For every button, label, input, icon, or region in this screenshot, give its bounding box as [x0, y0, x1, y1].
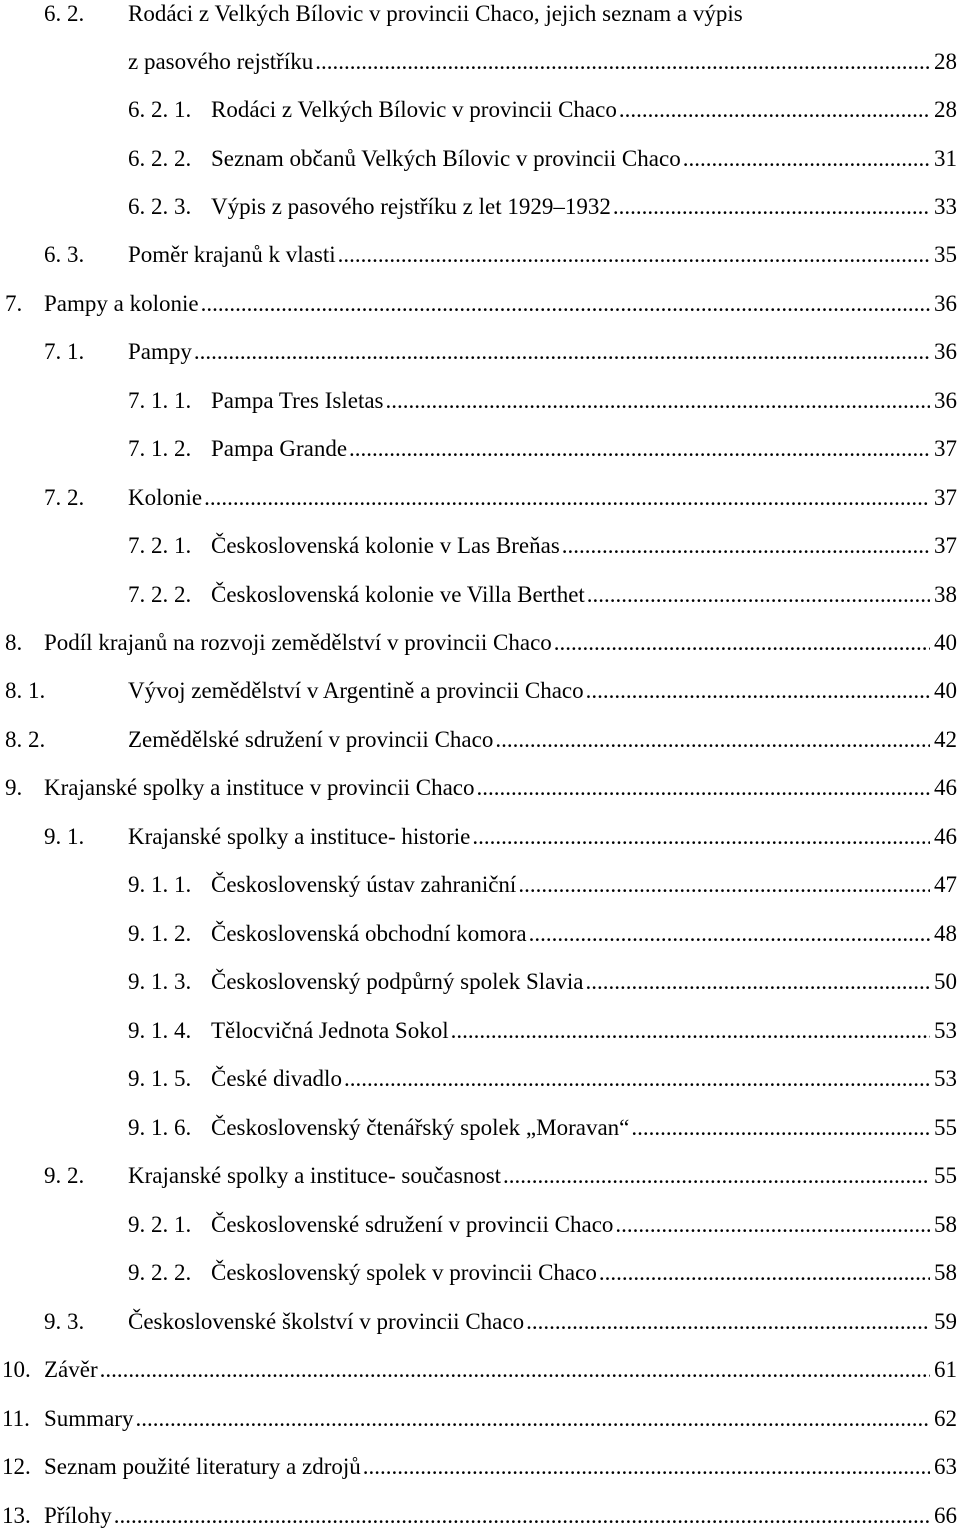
toc-entry-page: 37 [934, 533, 957, 558]
toc-entry-page: 38 [934, 582, 957, 607]
toc-entry[interactable] [0, 578, 957, 612]
toc-entry[interactable] [0, 868, 957, 902]
leader-dots [194, 335, 930, 369]
toc-entry-title: Československé sdružení v provincii Chaco [211, 1212, 614, 1237]
toc-entry-title: Výpis z pasového rejstříku z let 1929–1932 [211, 194, 611, 219]
toc-entry-title: Podíl krajanů na rozvoji zemědělství v provincii Chaco [44, 630, 552, 655]
toc-entry-page: 46 [934, 824, 957, 849]
toc-entry-page: 50 [934, 969, 957, 994]
toc-entry-page: 37 [934, 436, 957, 461]
toc-entry[interactable] [0, 674, 957, 708]
toc-entry[interactable] [0, 93, 957, 127]
leader-dots [526, 1305, 930, 1339]
leader-dots [529, 917, 930, 951]
toc-entry[interactable] [0, 190, 957, 224]
toc-entry-page: 36 [934, 388, 957, 413]
toc-entry[interactable] [0, 1111, 957, 1145]
toc-entry-title: Československý čtenářský spolek „Moravan“ [211, 1115, 630, 1140]
leader-dots [503, 1159, 930, 1193]
toc-entry-title: Seznam použité literatury a zdrojů [44, 1454, 361, 1479]
toc-entry-title: Krajanské spolky a instituce v provincii Chaco [44, 775, 475, 800]
leader-dots [100, 1353, 930, 1387]
toc-entry-page: 55 [934, 1163, 957, 1188]
leader-dots [586, 674, 930, 708]
toc-entry-number: 9. 1. 1. [128, 872, 192, 897]
toc-entry-number: 9. 1. 6. [128, 1115, 192, 1140]
toc-entry-number: 6. 2. [44, 1, 85, 26]
toc-entry-number: 7. 1. 2. [128, 436, 192, 461]
toc-entry-number: 9. [5, 775, 23, 800]
leader-dots [472, 820, 930, 854]
toc-entry-title: Summary [44, 1406, 134, 1431]
leader-dots [613, 190, 930, 224]
toc-entry-title: Československá obchodní komora [211, 921, 527, 946]
toc-entry-number: 8. 1. [5, 678, 46, 703]
toc-entry[interactable] [0, 1450, 957, 1484]
leader-dots [585, 965, 930, 999]
toc-entry-number: 7. [5, 291, 23, 316]
toc-entry[interactable] [0, 1208, 957, 1242]
toc-entry-page: 47 [934, 872, 957, 897]
toc-entry[interactable] [0, 1014, 957, 1048]
toc-entry-title: Československé školství v provincii Chaco [128, 1309, 525, 1334]
leader-dots [363, 1450, 930, 1484]
toc-entry-page: 42 [934, 727, 957, 752]
leader-dots [518, 868, 930, 902]
toc-entry[interactable] [0, 481, 957, 515]
leader-dots [619, 93, 930, 127]
toc-entry-page: 62 [934, 1406, 957, 1431]
toc-entry-number: 6. 2. 3. [128, 194, 192, 219]
toc-entry-title: Seznam občanů Velkých Bílovic v provincii Chaco [211, 146, 681, 171]
toc-entry-number: 9. 2. 1. [128, 1212, 192, 1237]
toc-entry-page: 66 [934, 1503, 957, 1528]
toc-entry[interactable] [0, 1256, 957, 1290]
leader-dots [554, 626, 930, 660]
toc-entry-number: 6. 3. [44, 242, 85, 267]
toc-entry[interactable] [0, 917, 957, 951]
toc-entry-number: 12. [2, 1454, 31, 1479]
toc-entry[interactable] [0, 965, 957, 999]
toc-entry[interactable] [0, 626, 957, 660]
toc-entry[interactable] [0, 1499, 957, 1533]
toc-entry-title: Vývoj zemědělství v Argentině a provincii Chaco [128, 678, 584, 703]
toc-entry-title: Československá kolonie v Las Breňas [211, 533, 560, 558]
toc-entry-page: 36 [934, 291, 957, 316]
toc-entry-page: 28 [934, 49, 957, 74]
toc-entry-title: Československý spolek v provincii Chaco [211, 1260, 597, 1285]
toc-entry[interactable] [0, 432, 957, 466]
toc-entry-number: 7. 2. 1. [128, 533, 192, 558]
toc-entry-title: Československá kolonie ve Villa Berthet [211, 582, 585, 607]
toc-entry-page: 35 [934, 242, 957, 267]
toc-entry-number: 6. 2. 1. [128, 97, 192, 122]
leader-dots [204, 481, 930, 515]
toc-entry[interactable] [0, 1062, 957, 1096]
toc-entry-title: Pampa Tres Isletas [211, 388, 384, 413]
toc-entry-number: 7. 1. 1. [128, 388, 192, 413]
toc-entry-title: Pampa Grande [211, 436, 348, 461]
toc-entry-page: 46 [934, 775, 957, 800]
toc-entry-title: České divadlo [211, 1066, 342, 1091]
toc-entry-page: 40 [934, 678, 957, 703]
leader-dots [477, 771, 930, 805]
toc-entry-continuation[interactable] [0, 45, 957, 79]
toc-entry-page: 61 [934, 1357, 957, 1382]
toc-entry-number: 9. 1. 4. [128, 1018, 192, 1043]
toc-entry-number: 7. 2. 2. [128, 582, 192, 607]
toc-entry-number: 11. [2, 1406, 30, 1431]
toc-entry-page: 33 [934, 194, 957, 219]
toc-entry-page: 28 [934, 97, 957, 122]
toc-entry-page: 48 [934, 921, 957, 946]
leader-dots [495, 723, 930, 757]
toc-entry-page: 58 [934, 1212, 957, 1237]
leader-dots [587, 578, 930, 612]
toc-entry-page: 58 [934, 1260, 957, 1285]
toc-entry-number: 9. 1. [44, 824, 85, 849]
toc-entry-number: 9. 1. 5. [128, 1066, 192, 1091]
toc-entry-page: 55 [934, 1115, 957, 1140]
leader-dots [315, 45, 930, 79]
toc-entry-title: Zemědělské sdružení v provincii Chaco [128, 727, 494, 752]
toc-entry-page: 53 [934, 1066, 957, 1091]
leader-dots [615, 1208, 930, 1242]
toc-entry-title: Československý ústav zahraniční [211, 872, 517, 897]
toc-entry-title: Závěr [44, 1357, 98, 1382]
leader-dots [683, 142, 930, 176]
toc-entry[interactable] [0, 529, 957, 563]
toc-entry-number: 8. 2. [5, 727, 46, 752]
toc-entry-number: 13. [2, 1503, 31, 1528]
leader-dots [386, 384, 931, 418]
toc-entry-title: Kolonie [128, 485, 203, 510]
toc-entry-number: 6. 2. 2. [128, 146, 192, 171]
toc-entry-title: Krajanské spolky a instituce- historie [128, 824, 471, 849]
leader-dots [562, 529, 930, 563]
toc-entry-title: Pampy a kolonie [44, 291, 199, 316]
toc-entry-number: 8. [5, 630, 23, 655]
toc-entry-number: 7. 2. [44, 485, 85, 510]
toc-entry-number: 9. 1. 2. [128, 921, 192, 946]
toc-entry[interactable] [0, 1159, 957, 1193]
toc-entry-page: 37 [934, 485, 957, 510]
toc-entry-page: 40 [934, 630, 957, 655]
leader-dots [599, 1256, 930, 1290]
leader-dots [344, 1062, 930, 1096]
leader-dots [201, 287, 930, 321]
toc-entry-title-line1: Rodáci z Velkých Bílovic v provincii Chaco, jejich seznam a výpis [128, 1, 743, 26]
toc-entry[interactable] [0, 820, 957, 854]
toc-entry[interactable] [0, 1353, 957, 1387]
toc-entry-number: 9. 3. [44, 1309, 85, 1334]
toc-entry-title: z pasového rejstříku [128, 49, 314, 74]
toc-entry-title: Krajanské spolky a instituce- současnost [128, 1163, 502, 1188]
toc-entry[interactable] [0, 335, 957, 369]
leader-dots [349, 432, 930, 466]
toc-entry[interactable] [0, 142, 957, 176]
toc-entry[interactable] [0, 238, 957, 272]
toc-entry-page: 53 [934, 1018, 957, 1043]
toc-entry-title: Poměr krajanů k vlasti [128, 242, 336, 267]
leader-dots [338, 238, 930, 272]
toc-entry[interactable] [0, 1402, 957, 1436]
toc-entry-title: Československý podpůrný spolek Slavia [211, 969, 584, 994]
toc-entry-page: 63 [934, 1454, 957, 1479]
toc-entry-page: 36 [934, 339, 957, 364]
leader-dots [114, 1499, 930, 1533]
toc-entry[interactable] [0, 771, 957, 805]
leader-dots [631, 1111, 930, 1145]
toc-entry-number: 7. 1. [44, 339, 85, 364]
toc-entry[interactable] [0, 384, 957, 418]
toc-entry-number: 9. 1. 3. [128, 969, 192, 994]
toc-entry-title: Tělocvičná Jednota Sokol [211, 1018, 449, 1043]
toc-entry-page: 31 [934, 146, 957, 171]
toc-entry-number: 10. [2, 1357, 31, 1382]
toc-entry[interactable] [0, 723, 957, 757]
leader-dots [451, 1014, 930, 1048]
leader-dots [135, 1402, 930, 1436]
toc-entry-title: Pampy [128, 339, 192, 364]
toc-entry-number: 9. 2. [44, 1163, 85, 1188]
toc-entry-number: 9. 2. 2. [128, 1260, 192, 1285]
toc-entry-title: Rodáci z Velkých Bílovic v provincii Chaco [211, 97, 617, 122]
toc-entry[interactable] [0, 1305, 957, 1339]
toc-entry[interactable] [0, 287, 957, 321]
toc-entry-title: Přílohy [44, 1503, 112, 1528]
toc-entry[interactable] [0, 0, 957, 31]
toc-entry-page: 59 [934, 1309, 957, 1334]
